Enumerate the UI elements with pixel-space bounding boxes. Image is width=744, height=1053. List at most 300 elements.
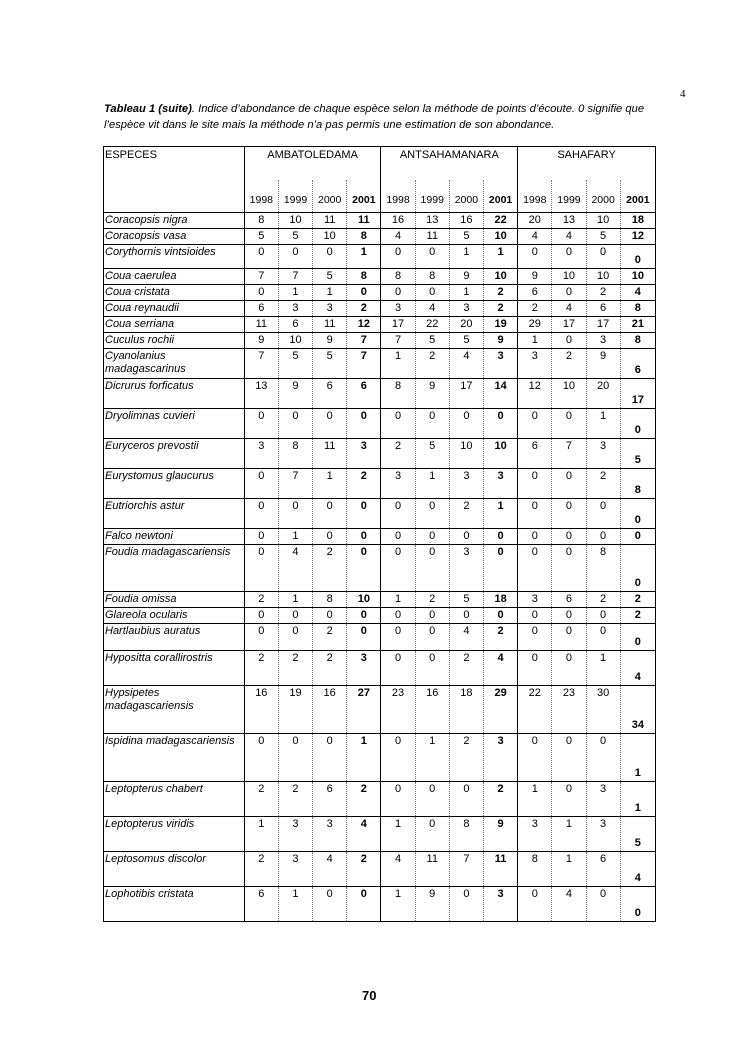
abundance-value: 0: [620, 245, 655, 269]
abundance-value: 3: [483, 469, 517, 499]
abundance-value: 8: [381, 379, 415, 409]
abundance-value: 0: [313, 529, 347, 545]
table-row: [104, 245, 656, 269]
abundance-value: 2: [244, 651, 278, 686]
table-row: [104, 333, 656, 349]
abundance-value: 19: [278, 686, 312, 734]
table-row: [104, 686, 656, 734]
species-name: Corythornis vintsioides: [104, 245, 245, 269]
abundance-value: 4: [313, 852, 347, 887]
abundance-value: 5: [278, 229, 312, 245]
table-row: [104, 285, 656, 301]
abundance-value: 9: [415, 887, 449, 922]
abundance-value: 11: [313, 317, 347, 333]
abundance-value: 10: [449, 439, 483, 469]
abundance-value: 4: [552, 301, 586, 317]
abundance-value: 3: [278, 817, 312, 852]
abundance-value: 10: [483, 439, 517, 469]
abundance-value: 1: [483, 245, 517, 269]
abundance-value: 2: [347, 469, 381, 499]
abundance-value: 12: [347, 317, 381, 333]
abundance-value: 0: [449, 782, 483, 817]
abundance-value: 3: [518, 349, 552, 379]
abundance-value: 0: [244, 469, 278, 499]
abundance-value: 0: [244, 409, 278, 439]
abundance-value: 0: [552, 409, 586, 439]
abundance-value: 0: [552, 333, 586, 349]
abundance-value: 0: [483, 545, 517, 592]
abundance-value: 8: [415, 269, 449, 285]
abundance-value: 3: [313, 817, 347, 852]
abundance-value: 0: [620, 529, 655, 545]
abundance-value: 0: [381, 285, 415, 301]
species-name: Hypositta corallirostris: [104, 651, 245, 686]
abundance-value: 0: [415, 817, 449, 852]
abundance-value: 10: [347, 592, 381, 608]
abundance-value: 0: [586, 624, 620, 651]
abundance-value: 10: [278, 333, 312, 349]
abundance-value: 1: [278, 887, 312, 922]
abundance-value: 3: [483, 734, 517, 782]
table-row: [104, 887, 656, 922]
abundance-value: 0: [483, 608, 517, 624]
table-row: [104, 651, 656, 686]
year-header-antsahamanara-2001: 2001: [483, 180, 517, 213]
abundance-value: 2: [347, 782, 381, 817]
abundance-value: 0: [278, 409, 312, 439]
abundance-value: 0: [586, 529, 620, 545]
abundance-value: 4: [483, 651, 517, 686]
abundance-value: 23: [552, 686, 586, 734]
abundance-value: 3: [483, 887, 517, 922]
abundance-value: 9: [483, 333, 517, 349]
caption-text: . Indice d’abondance de chaque espèce selon la méthode de points d’écoute. 0 signifie que l’espèce vit dans le site mais la méthode n’a pas permis une estimation de son abondance.: [104, 103, 645, 131]
abundance-value: 2: [586, 285, 620, 301]
abundance-value: 3: [313, 301, 347, 317]
abundance-value: 0: [552, 245, 586, 269]
year-header-sahafary-2001: 2001: [620, 180, 655, 213]
abundance-value: 0: [415, 782, 449, 817]
abundance-value: 2: [244, 592, 278, 608]
abundance-value: 2: [244, 782, 278, 817]
abundance-value: 4: [381, 229, 415, 245]
abundance-value: 7: [449, 852, 483, 887]
species-header: ESPECES: [104, 147, 245, 181]
abundance-value: 0: [278, 624, 312, 651]
abundance-value: 1: [620, 782, 655, 817]
species-name: Hypsipetes madagascariensis: [104, 686, 245, 734]
abundance-value: 1: [278, 592, 312, 608]
abundance-value: 1: [244, 817, 278, 852]
abundance-value: 5: [449, 229, 483, 245]
abundance-value: 2: [313, 651, 347, 686]
table-row: [104, 439, 656, 469]
year-header-ambatoledama-1999: 1999: [278, 180, 312, 213]
abundance-value: 0: [381, 245, 415, 269]
abundance-value: 18: [483, 592, 517, 608]
abundance-value: 13: [552, 213, 586, 229]
abundance-value: 6: [518, 439, 552, 469]
abundance-value: 6: [347, 379, 381, 409]
abundance-value: 0: [244, 529, 278, 545]
abundance-value: 0: [347, 624, 381, 651]
abundance-value: 34: [620, 686, 655, 734]
abundance-value: 10: [620, 269, 655, 285]
abundance-value: 3: [449, 301, 483, 317]
abundance-value: 27: [347, 686, 381, 734]
abundance-value: 0: [381, 529, 415, 545]
abundance-value: 30: [586, 686, 620, 734]
table-row: [104, 782, 656, 817]
abundance-value: 0: [518, 409, 552, 439]
table-row: [104, 852, 656, 887]
abundance-value: 9: [518, 269, 552, 285]
table-row: [104, 545, 656, 592]
abundance-value: 0: [483, 409, 517, 439]
abundance-value: 1: [278, 529, 312, 545]
abundance-value: 0: [313, 734, 347, 782]
species-name: Coua caerulea: [104, 269, 245, 285]
abundance-value: 11: [415, 229, 449, 245]
abundance-value: 0: [415, 409, 449, 439]
abundance-value: 0: [586, 887, 620, 922]
table-row: [104, 624, 656, 651]
abundance-value: 17: [586, 317, 620, 333]
abundance-value: 17: [620, 379, 655, 409]
abundance-value: 1: [620, 734, 655, 782]
abundance-value: 4: [620, 285, 655, 301]
footer-page-number: 70: [362, 988, 377, 1003]
species-name: Hartlaubius auratus: [104, 624, 245, 651]
abundance-value: 3: [244, 439, 278, 469]
abundance-value: 8: [347, 269, 381, 285]
abundance-value: 21: [620, 317, 655, 333]
species-name: Foudia madagascariensis: [104, 545, 245, 592]
abundance-value: 0: [415, 529, 449, 545]
abundance-value: 4: [347, 817, 381, 852]
abundance-value: 18: [449, 686, 483, 734]
abundance-value: 0: [381, 651, 415, 686]
species-name: Coracopsis nigra: [104, 213, 245, 229]
abundance-value: 2: [278, 782, 312, 817]
abundance-value: 0: [347, 887, 381, 922]
species-name: Coua cristata: [104, 285, 245, 301]
abundance-value: 2: [278, 651, 312, 686]
abundance-value: 0: [586, 608, 620, 624]
abundance-value: 8: [518, 852, 552, 887]
species-name: Eurystomus glaucurus: [104, 469, 245, 499]
abundance-value: 23: [381, 686, 415, 734]
species-name: Ispidina madagascariensis: [104, 734, 245, 782]
abundance-value: 2: [586, 592, 620, 608]
abundance-value: 12: [518, 379, 552, 409]
abundance-value: 0: [552, 608, 586, 624]
species-name: Cyanolanius madagascarinus: [104, 349, 245, 379]
abundance-value: 0: [313, 608, 347, 624]
year-header-ambatoledama-2000: 2000: [313, 180, 347, 213]
abundance-value: 22: [415, 317, 449, 333]
abundance-value: 1: [278, 285, 312, 301]
abundance-value: 16: [244, 686, 278, 734]
abundance-value: 0: [278, 245, 312, 269]
abundance-value: 0: [552, 469, 586, 499]
abundance-value: 2: [483, 301, 517, 317]
year-header-ambatoledama-2001: 2001: [347, 180, 381, 213]
abundance-value: 0: [449, 409, 483, 439]
abundance-value: 22: [483, 213, 517, 229]
abundance-value: 0: [620, 409, 655, 439]
site-header-ambatoledama: AMBATOLEDAMA: [244, 147, 381, 181]
abundance-value: 8: [244, 213, 278, 229]
year-header-sahafary-1998: 1998: [518, 180, 552, 213]
abundance-value: 5: [415, 333, 449, 349]
abundance-value: 2: [415, 349, 449, 379]
abundance-value: 8: [620, 333, 655, 349]
abundance-value: 2: [244, 852, 278, 887]
abundance-value: 1: [449, 285, 483, 301]
abundance-value: 0: [347, 545, 381, 592]
year-header-antsahamanara-2000: 2000: [449, 180, 483, 213]
table-row: [104, 213, 656, 229]
abundance-value: 0: [381, 499, 415, 529]
abundance-value: 0: [244, 499, 278, 529]
abundance-value: 8: [381, 269, 415, 285]
abundance-value: 9: [586, 349, 620, 379]
abundance-value: 0: [415, 608, 449, 624]
abundance-value: 2: [347, 852, 381, 887]
abundance-value: 11: [347, 213, 381, 229]
abundance-value: 0: [381, 608, 415, 624]
abundance-value: 0: [586, 245, 620, 269]
abundance-value: 3: [483, 349, 517, 379]
abundance-value: 2: [552, 349, 586, 379]
abundance-value: 17: [449, 379, 483, 409]
abundance-value: 10: [278, 213, 312, 229]
species-name: Lophotibis cristata: [104, 887, 245, 922]
species-name: Falco newtoni: [104, 529, 245, 545]
abundance-value: 6: [620, 349, 655, 379]
year-header-antsahamanara-1999: 1999: [415, 180, 449, 213]
abundance-value: 20: [586, 379, 620, 409]
table-caption: [104, 101, 664, 133]
abundance-value: 5: [244, 229, 278, 245]
abundance-value: 0: [347, 409, 381, 439]
abundance-value: 8: [586, 545, 620, 592]
abundance-value: 0: [278, 499, 312, 529]
year-header-antsahamanara-1998: 1998: [381, 180, 415, 213]
abundance-value: 17: [381, 317, 415, 333]
abundance-value: 0: [552, 651, 586, 686]
table-row: [104, 269, 656, 285]
abundance-value: 7: [381, 333, 415, 349]
abundance-value: 5: [449, 333, 483, 349]
abundance-value: 11: [244, 317, 278, 333]
species-name: Eutriorchis astur: [104, 499, 245, 529]
abundance-value: 2: [483, 782, 517, 817]
abundance-value: 5: [313, 349, 347, 379]
abundance-value: 0: [518, 624, 552, 651]
abundance-value: 9: [449, 269, 483, 285]
species-name: Leptopterus chabert: [104, 782, 245, 817]
abundance-value: 1: [518, 333, 552, 349]
abundance-value: 8: [313, 592, 347, 608]
abundance-value: 0: [313, 409, 347, 439]
abundance-value: 0: [518, 529, 552, 545]
abundance-value: 1: [381, 887, 415, 922]
abundance-value: 11: [313, 439, 347, 469]
abundance-value: 1: [586, 409, 620, 439]
abundance-value: 16: [381, 213, 415, 229]
abundance-value: 1: [586, 651, 620, 686]
abundance-value: 17: [552, 317, 586, 333]
table-row: [104, 317, 656, 333]
abundance-value: 0: [552, 734, 586, 782]
abundance-value: 5: [278, 349, 312, 379]
abundance-value: 5: [313, 269, 347, 285]
abundance-value: 0: [347, 608, 381, 624]
abundance-value: 5: [586, 229, 620, 245]
table-row: [104, 817, 656, 852]
abundance-value: 3: [518, 817, 552, 852]
abundance-value: 11: [415, 852, 449, 887]
abundance-value: 2: [449, 734, 483, 782]
abundance-value: 4: [449, 624, 483, 651]
abundance-value: 1: [347, 734, 381, 782]
abundance-value: 0: [313, 887, 347, 922]
abundance-value: 0: [518, 245, 552, 269]
abundance-value: 10: [483, 229, 517, 245]
abundance-value: 29: [518, 317, 552, 333]
abundance-value: 6: [278, 317, 312, 333]
abundance-value: 2: [449, 499, 483, 529]
species-name: Coua reynaudii: [104, 301, 245, 317]
abundance-value: 4: [449, 349, 483, 379]
abundance-value: 2: [449, 651, 483, 686]
abundance-value: 8: [449, 817, 483, 852]
abundance-value: 0: [381, 409, 415, 439]
species-name: Cuculus rochii: [104, 333, 245, 349]
abundance-value: 19: [483, 317, 517, 333]
abundance-value: 0: [586, 734, 620, 782]
abundance-value: 3: [586, 782, 620, 817]
abundance-value: 2: [518, 301, 552, 317]
abundance-value: 7: [552, 439, 586, 469]
abundance-value: 0: [449, 529, 483, 545]
table-row: [104, 409, 656, 439]
abundance-value: 1: [449, 245, 483, 269]
abundance-value: 3: [586, 333, 620, 349]
abundance-value: 2: [313, 624, 347, 651]
abundance-value: 2: [347, 301, 381, 317]
abundance-value: 3: [449, 469, 483, 499]
abundance-value: 0: [244, 624, 278, 651]
table-row: [104, 592, 656, 608]
abundance-value: 1: [313, 469, 347, 499]
abundance-value: 9: [244, 333, 278, 349]
abundance-value: 6: [586, 852, 620, 887]
abundance-value: 0: [552, 624, 586, 651]
abundance-value: 1: [483, 499, 517, 529]
abundance-value: 3: [381, 301, 415, 317]
year-header-sahafary-2000: 2000: [586, 180, 620, 213]
table-row: [104, 469, 656, 499]
abundance-value: 10: [586, 213, 620, 229]
abundance-value: 0: [518, 608, 552, 624]
abundance-value: 0: [415, 545, 449, 592]
abundance-value: 1: [381, 592, 415, 608]
abundance-value: 0: [381, 545, 415, 592]
abundance-value: 0: [381, 782, 415, 817]
abundance-value: 1: [552, 852, 586, 887]
abundance-value: 3: [278, 301, 312, 317]
abundance-value: 10: [586, 269, 620, 285]
species-name: Dryolimnas cuvieri: [104, 409, 245, 439]
abundance-value: 6: [518, 285, 552, 301]
abundance-value: 4: [552, 229, 586, 245]
abundance-value: 0: [518, 499, 552, 529]
abundance-value: 0: [620, 499, 655, 529]
abundance-value: 7: [347, 333, 381, 349]
abundance-value: 8: [620, 469, 655, 499]
abundance-value: 0: [483, 529, 517, 545]
abundance-value: 0: [415, 624, 449, 651]
abundance-value: 6: [244, 301, 278, 317]
year-header-ambatoledama-1998: 1998: [244, 180, 278, 213]
species-header-blank: [104, 180, 245, 213]
abundance-value: 8: [347, 229, 381, 245]
abundance-value: 0: [415, 285, 449, 301]
abundance-value: 0: [449, 887, 483, 922]
abundance-value: 3: [586, 439, 620, 469]
abundance-value: 0: [244, 285, 278, 301]
table-row: [104, 608, 656, 624]
abundance-value: 14: [483, 379, 517, 409]
abundance-value: 7: [244, 349, 278, 379]
abundance-value: 1: [518, 782, 552, 817]
abundance-value: 4: [278, 545, 312, 592]
abundance-value: 1: [381, 349, 415, 379]
abundance-value: 13: [244, 379, 278, 409]
table-row: [104, 734, 656, 782]
abundance-value: 3: [278, 852, 312, 887]
abundance-value: 0: [449, 608, 483, 624]
abundance-value: 2: [313, 545, 347, 592]
abundance-value: 0: [552, 499, 586, 529]
abundance-value: 0: [313, 245, 347, 269]
abundance-value: 3: [449, 545, 483, 592]
page-number-top: 4: [680, 88, 686, 100]
table-row: [104, 529, 656, 545]
abundance-value: 10: [483, 269, 517, 285]
abundance-value: 3: [586, 817, 620, 852]
abundance-value: 0: [244, 734, 278, 782]
abundance-value: 6: [244, 887, 278, 922]
abundance-value: 4: [620, 852, 655, 887]
abundance-value: 5: [449, 592, 483, 608]
year-header-sahafary-1999: 1999: [552, 180, 586, 213]
abundance-value: 9: [313, 333, 347, 349]
abundance-value: 13: [415, 213, 449, 229]
abundance-value: 22: [518, 686, 552, 734]
abundance-value: 6: [313, 782, 347, 817]
abundance-value: 3: [347, 439, 381, 469]
abundance-value: 1: [347, 245, 381, 269]
abundance-value: 6: [586, 301, 620, 317]
abundance-value: 2: [381, 439, 415, 469]
abundance-value: 0: [347, 529, 381, 545]
abundance-value: 16: [313, 686, 347, 734]
abundance-value: 3: [518, 592, 552, 608]
